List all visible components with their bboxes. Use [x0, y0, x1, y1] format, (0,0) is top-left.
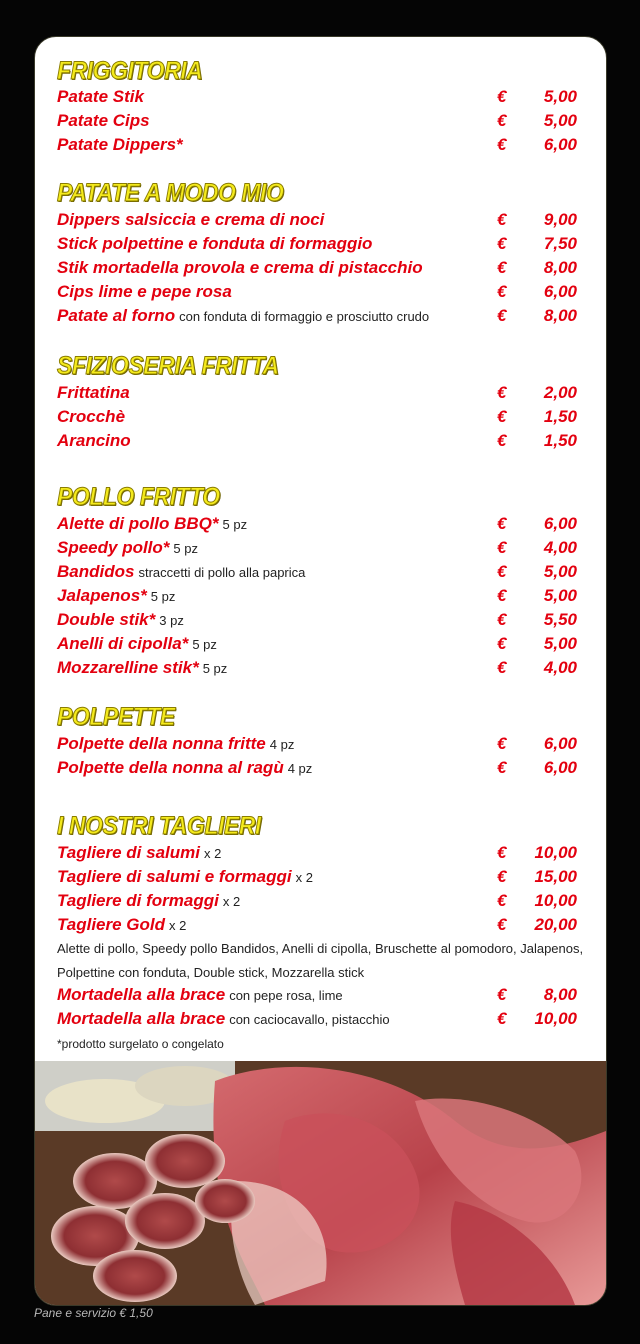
menu-item: Double stik* 3 pz € 5,50 [57, 610, 577, 629]
menu-item: Patate Cips € 5,00 [57, 111, 577, 130]
menu-item: Polpette della nonna al ragù 4 pz € 6,00 [57, 758, 577, 777]
menu-item: Tagliere Gold x 2 € 20,00 [57, 915, 577, 934]
section-title-polpette: POLPETTE [57, 703, 175, 731]
menu-item: Dippers salsiccia e crema di noci € 9,00 [57, 210, 577, 229]
section-title-friggitoria: FRIGGITORIA [57, 57, 203, 85]
charcuterie-image [35, 1061, 606, 1305]
menu-item: Tagliere di formaggi x 2 € 10,00 [57, 891, 577, 910]
frozen-footnote: *prodotto surgelato o congelato [57, 1037, 224, 1051]
menu-item: Patate Stik € 5,00 [57, 87, 577, 106]
menu-item: Arancino € 1,50 [57, 431, 577, 450]
menu-item: Cips lime e pepe rosa € 6,00 [57, 282, 577, 301]
section-title-patate: PATATE A MODO MIO [57, 179, 284, 207]
section-title-sfizioseria: SFIZIOSERIA FRITTA [57, 352, 279, 380]
tagliere-gold-description: Alette di pollo, Speedy pollo Bandidos, Anelli di cipolla, Bruschette al pomodoro, Jalapenos, [57, 941, 584, 956]
charcuterie-platter-photo [35, 1061, 606, 1305]
menu-item: Anelli di cipolla* 5 pz € 5,00 [57, 634, 577, 653]
menu-item: Crocchè € 1,50 [57, 407, 577, 426]
menu-item: Frittatina € 2,00 [57, 383, 577, 402]
section-title-pollo: POLLO FRITTO [57, 483, 220, 511]
menu-item: Speedy pollo* 5 pz € 4,00 [57, 538, 577, 557]
menu-item: Jalapenos* 5 pz € 5,00 [57, 586, 577, 605]
bread-service-note: Pane e servizio € 1,50 [34, 1306, 153, 1320]
menu-item: Mortadella alla brace con pepe rosa, lime € 8,00 [57, 985, 577, 1004]
menu-item: Stick polpettine e fonduta di formaggio € 7,50 [57, 234, 577, 253]
menu-item: Tagliere di salumi e formaggi x 2 € 15,00 [57, 867, 577, 886]
menu-item: Tagliere di salumi x 2 € 10,00 [57, 843, 577, 862]
menu-item: Patate Dippers* € 6,00 [57, 135, 577, 154]
menu-item: Alette di pollo BBQ* 5 pz € 6,00 [57, 514, 577, 533]
menu-item: Mortadella alla brace con caciocavallo, pistacchio € 10,00 [57, 1009, 577, 1028]
menu-item: Patate al forno con fonduta di formaggio e prosciutto crudo € 8,00 [57, 306, 577, 325]
menu-item: Polpette della nonna fritte 4 pz € 6,00 [57, 734, 577, 753]
menu-item: Mozzarelline stik* 5 pz € 4,00 [57, 658, 577, 677]
menu-item: Stik mortadella provola e crema di pistacchio € 8,00 [57, 258, 577, 277]
menu-item: Bandidos straccetti di pollo alla paprica € 5,00 [57, 562, 577, 581]
tagliere-gold-description: Polpettine con fonduta, Double stick, Mozzarella stick [57, 965, 365, 980]
menu-card [34, 36, 607, 1306]
section-title-taglieri: I NOSTRI TAGLIERI [57, 812, 261, 840]
